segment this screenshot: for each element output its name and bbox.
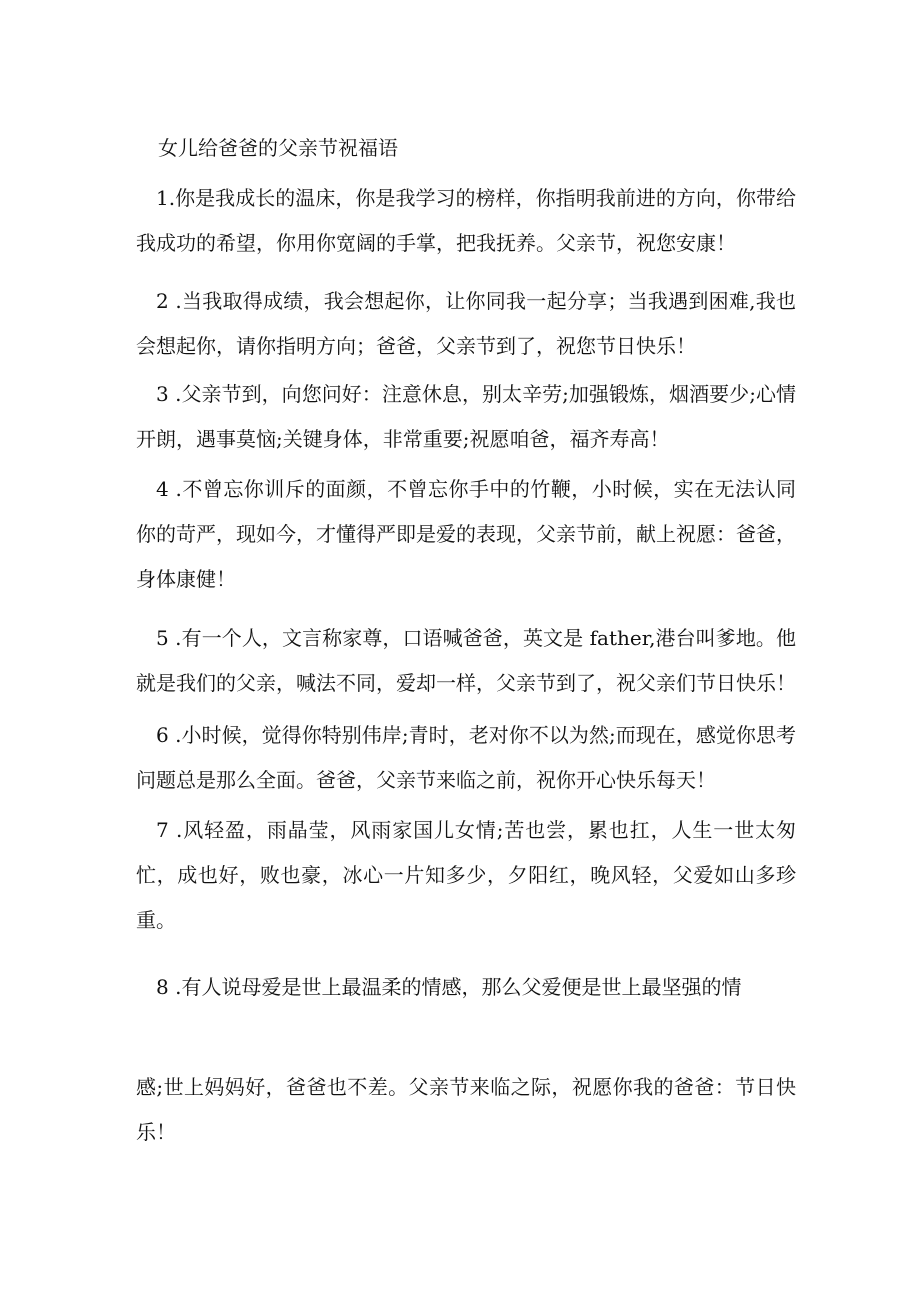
blessing-item-7	[136, 808, 796, 943]
item-text: 你是我成长的温床，你是我学习的榜样，你指明我前进的方向，你带给我成功的希望，你用你宽阔的手掌，把我抚养。父亲节，祝您安康！	[136, 186, 796, 255]
item-number: 3 .	[156, 382, 182, 406]
blessing-item-6	[136, 713, 796, 803]
document-title: 女儿给爸爸的父亲节祝福语	[158, 136, 398, 160]
blessing-item-5	[136, 616, 796, 706]
item-number: 2 .	[156, 289, 182, 313]
item-number: 7 .	[156, 818, 183, 842]
blessing-item-2	[136, 279, 796, 369]
item-number: 5 .	[156, 626, 182, 650]
blessing-item-3	[136, 372, 796, 462]
item-text: 不曾忘你训斥的面颜，不曾忘你手中的竹鞭，小时候，实在无法认同你的苛严，现如今，才懂得严即是爱的表现，父亲节前，献上祝愿：爸爸，身体康健！	[136, 477, 796, 591]
item-text: 有人说母爱是世上最温柔的情感，那么父爱便是世上最坚强的情	[181, 975, 742, 999]
item-number: 8 .	[156, 975, 182, 999]
item-text: 小时候，觉得你特别伟岸;青时，老对你不以为然;而现在，感觉你思考问题总是那么全面。爸爸，父亲节来临之前，祝你开心快乐每天！	[136, 723, 796, 792]
blessing-item-8	[136, 965, 796, 1010]
item-text: 当我取得成绩，我会想起你，让你同我一起分享；当我遇到困难,我也会想起你，请你指明方向；爸爸，父亲节到了，祝您节日快乐！	[136, 289, 796, 358]
item-number: 6 .	[156, 723, 182, 747]
item-text: 风轻盈，雨晶莹，风雨家国儿女情;苦也尝，累也扛，人生一世太匆忙，成也好，败也豪，冰心一片知多少，夕阳红，晚风轻，父爱如山多珍重。	[136, 818, 796, 932]
item-number: 4 .	[156, 477, 182, 501]
blessing-item-1	[136, 176, 796, 266]
blessing-item-8-continuation: 感;世上妈妈好，爸爸也不差。父亲节来临之际，祝愿你我的爸爸：节日快乐！	[136, 1075, 796, 1144]
item-number: 1.	[156, 186, 176, 210]
item-text: 有一个人，文言称家尊，口语喊爸爸，英文是 father,港台叫爹地。他就是我们的父亲，喊法不同，爱却一样，父亲节到了，祝父亲们节日快乐！	[136, 626, 796, 695]
item-text: 父亲节到，向您问好：注意休息，别太辛劳;加强锻炼，烟酒要少;心情开朗，遇事莫恼;关键身体，非常重要;祝愿咱爸，福齐寿高！	[136, 382, 796, 451]
blessing-item-4	[136, 467, 796, 602]
